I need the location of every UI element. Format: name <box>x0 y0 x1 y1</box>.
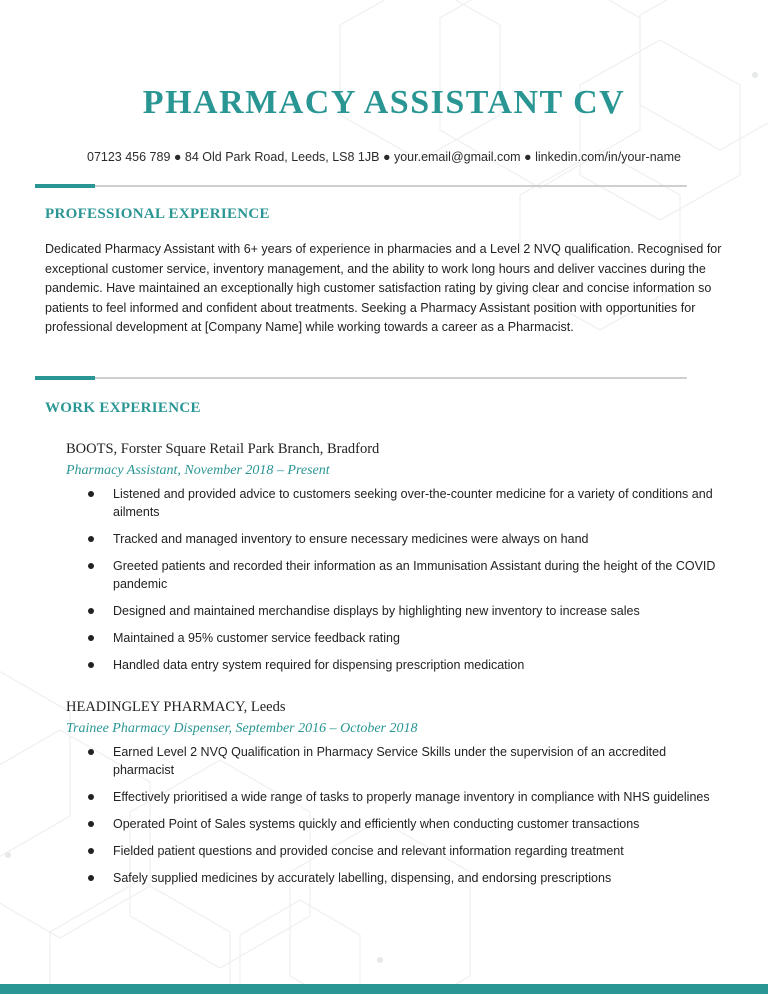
bullet-item: Handled data entry system required for dispensing prescription medication <box>66 656 726 674</box>
bullet-item: Effectively prioritised a wide range of tasks to properly manage inventory in compliance with NHS guidelines <box>66 788 726 806</box>
bullet-item: Earned Level 2 NVQ Qualification in Pharmacy Service Skills under the supervision of an accredited pharmacist <box>66 743 726 779</box>
work-experience-heading: WORK EXPERIENCE <box>45 400 201 416</box>
divider-accent <box>35 184 95 188</box>
bullet-item: Operated Point of Sales systems quickly and efficiently when conducting customer transactions <box>66 815 726 833</box>
bullet-item: Maintained a 95% customer service feedback rating <box>66 629 726 647</box>
job-entry-boots <box>66 439 726 674</box>
job-role: Trainee Pharmacy Dispenser, September 2016 – October 2018 <box>66 721 418 736</box>
contact-line: 07123 456 789 ● 84 Old Park Road, Leeds, LS8 1JB ● your.email@gmail.com ● linkedin.com/in/your-name <box>87 150 681 164</box>
divider-accent <box>35 376 95 380</box>
professional-summary: Dedicated Pharmacy Assistant with 6+ years of experience in pharmacies and a Level 2 NVQ qualification. Recognised for exceptional customer service, inventory management, and the ability to work long hours and deliver vaccines during the pandemic. Have maintained an exceptionally high customer satisfaction rating by giving clear and concise information so patients to feel informed and confident about treatments. Seeking a Pharmacy Assistant position with opportunities for professional development at [Company Name] while working towards a career as a Pharmacist. <box>45 242 722 334</box>
job-bullets <box>66 485 726 674</box>
employer-name: BOOTS, Forster Square Retail Park Branch, Bradford <box>66 441 380 457</box>
bullet-item: Fielded patient questions and provided concise and relevant information regarding treatment <box>66 842 726 860</box>
professional-experience-heading: PROFESSIONAL EXPERIENCE <box>45 206 270 222</box>
bullet-item: Tracked and managed inventory to ensure necessary medicines were always on hand <box>66 530 726 548</box>
job-bullets <box>66 743 726 887</box>
footer-accent-bar <box>0 984 768 994</box>
employer-name: HEADINGLEY PHARMACY, Leeds <box>66 699 286 715</box>
job-entry-headingley <box>66 697 726 887</box>
bullet-item: Safely supplied medicines by accurately labelling, dispensing, and endorsing prescriptions <box>66 869 726 887</box>
section-divider <box>35 377 687 379</box>
job-role: Pharmacy Assistant, November 2018 – Present <box>66 463 330 478</box>
bullet-item: Designed and maintained merchandise displays by highlighting new inventory to increase sales <box>66 602 726 620</box>
cv-title: PHARMACY ASSISTANT CV <box>142 84 626 121</box>
section-divider <box>35 185 687 187</box>
bullet-item: Listened and provided advice to customers seeking over-the-counter medicine for a variety of conditions and ailments <box>66 485 726 521</box>
bullet-item: Greeted patients and recorded their information as an Immunisation Assistant during the height of the COVID pandemic <box>66 557 726 593</box>
